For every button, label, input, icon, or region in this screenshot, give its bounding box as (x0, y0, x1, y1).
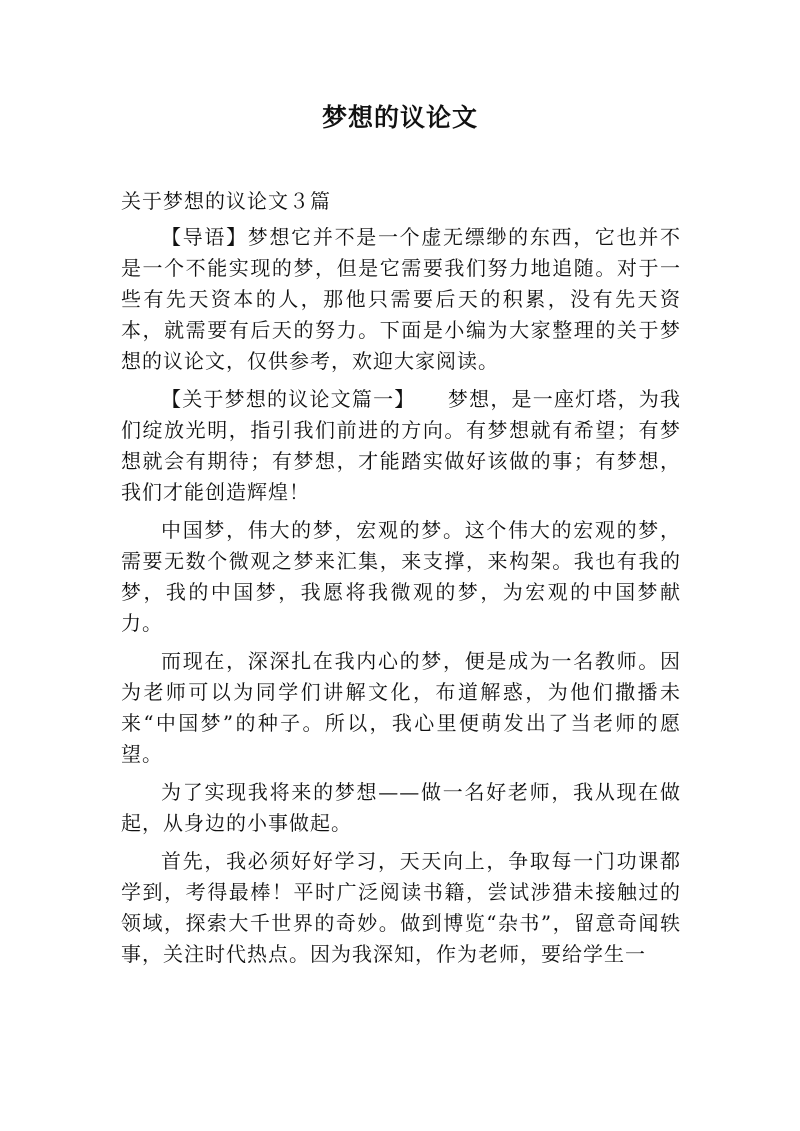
paragraph-part-one: 【关于梦想的议论文篇一】 梦想，是一座灯塔，为我们绽放光明，指引我们前进的方向。有梦想就有希望；有梦想就会有期待；有梦想，才能踏实做好该做的事；有梦想，我们才能创造辉煌！ (121, 387, 681, 504)
document-subtitle: 关于梦想的议论文３篇 (121, 189, 331, 213)
paragraph: 为了实现我将来的梦想——做一名好老师，我从现在做起，从身边的小事做起。 (121, 780, 681, 835)
paragraph: 首先，我必须好好学习，天天向上，争取每一门功课都学到，考得最棒！平时广泛阅读书籍，尝试涉猎未接触过的领域，探索大千世界的奇妙。做到博览“杂书”，留意奇闻轶事，关注时代热点。因为我深知，作为老师，要给学生一 (121, 849, 681, 966)
document-title: 梦想的议论文 (321, 103, 478, 132)
paragraph: 中国梦，伟大的梦，宏观的梦。这个伟大的宏观的梦，需要无数个微观之梦来汇集，来支撑，来构架。我也有我的梦，我的中国梦，我愿将我微观的梦，为宏观的中国梦献力。 (121, 518, 681, 635)
paragraph-intro: 【导语】梦想它并不是一个虚无缥缈的东西，它也并不是一个不能实现的梦，但是它需要我们努力地追随。对于一些有先天资本的人，那他只需要后天的积累，没有先天资本，就需要有后天的努力。下面是小编为大家整理的关于梦想的议论文，仅供参考，欢迎大家阅读。 (121, 225, 681, 373)
document-body (121, 186, 681, 977)
paragraph: 而现在，深深扎在我内心的梦，便是成为一名教师。因为老师可以为同学们讲解文化，布道解惑，为他们撒播未来“中国梦”的种子。所以，我心里便萌发出了当老师的愿望。 (121, 649, 681, 766)
